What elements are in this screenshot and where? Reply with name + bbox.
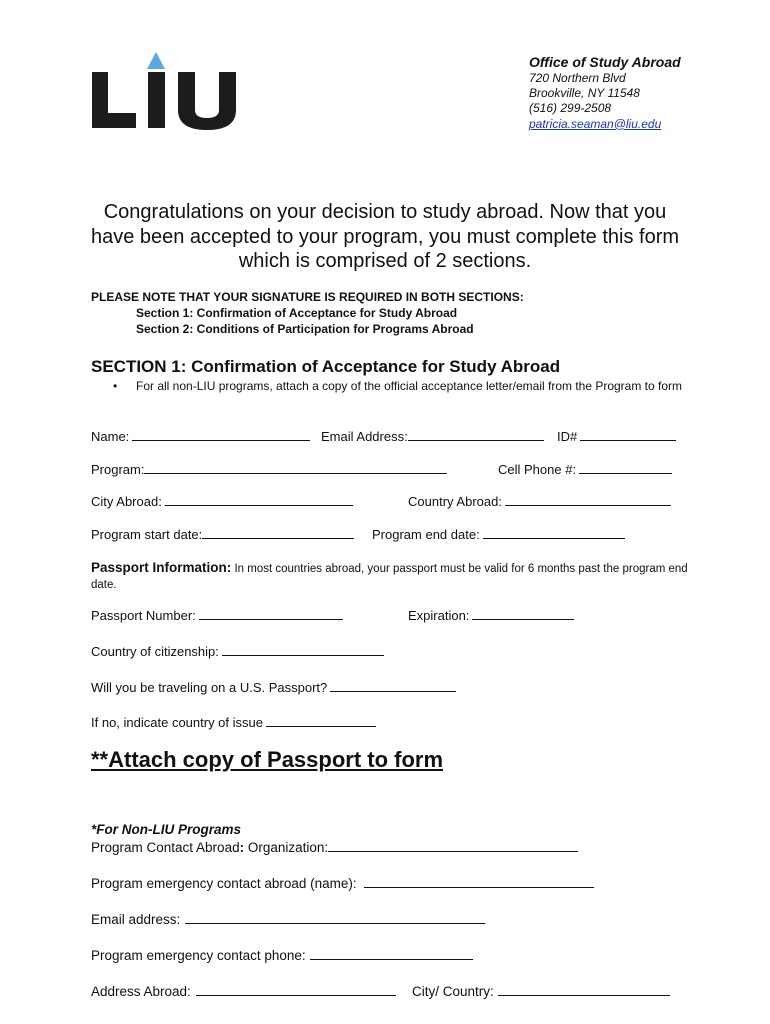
citizenship-field[interactable] [91, 643, 384, 660]
office-address-block [529, 53, 681, 132]
contact-abroad-label: Program Contact Abroad [91, 840, 240, 855]
address-abroad-field[interactable] [91, 983, 396, 1000]
organization-label: Organization: [244, 840, 329, 855]
liu-logo [92, 52, 244, 132]
end-date-line[interactable] [483, 526, 625, 539]
emergency-contact-name-label: Program emergency contact abroad (name): [91, 876, 357, 891]
office-title: Office of Study Abroad [529, 54, 681, 70]
logo-accent-triangle [147, 52, 165, 69]
program-label: Program: [91, 462, 145, 477]
id-line[interactable] [580, 428, 676, 441]
issue-country-label: If no, indicate country of issue [91, 715, 263, 730]
signature-note [91, 289, 524, 337]
emergency-contact-name-field[interactable] [91, 875, 594, 892]
bullet-dot: • [113, 379, 118, 393]
expiration-line[interactable] [472, 607, 574, 620]
emergency-contact-name-line[interactable] [364, 875, 594, 888]
cell-phone-line[interactable] [579, 461, 672, 474]
office-address-line2: Brookville, NY 11548 [529, 86, 640, 101]
country-abroad-field[interactable] [408, 493, 671, 510]
email-line[interactable] [408, 428, 544, 441]
emergency-contact-phone-field[interactable] [91, 947, 473, 964]
passport-number-label: Passport Number: [91, 608, 196, 623]
email-address-label: Email address: [91, 912, 181, 927]
cell-phone-field[interactable] [498, 461, 672, 478]
name-field[interactable] [91, 428, 310, 445]
contact-colon: : [239, 840, 245, 855]
name-line[interactable] [132, 428, 310, 441]
expiration-label: Expiration: [408, 608, 470, 623]
program-field[interactable] [91, 461, 447, 478]
end-date-label: Program end date: [372, 527, 480, 542]
name-label: Name: [91, 429, 130, 444]
expiration-field[interactable] [408, 607, 574, 624]
contact-organization-field[interactable] [91, 839, 578, 857]
cell-phone-label: Cell Phone #: [498, 462, 577, 477]
note-section2: Section 2: Conditions of Participation for Programs Abroad [136, 322, 474, 336]
us-passport-label: Will you be traveling on a U.S. Passport? [91, 680, 328, 695]
note-heading: PLEASE NOTE THAT YOUR SIGNATURE IS REQUIRED IN BOTH SECTIONS: [91, 290, 524, 304]
non-liu-section [91, 821, 578, 857]
email-address-line[interactable] [185, 911, 485, 924]
issue-country-field[interactable] [91, 714, 376, 731]
city-country-line[interactable] [498, 983, 670, 996]
program-line[interactable] [144, 461, 447, 474]
city-abroad-field[interactable] [91, 493, 353, 510]
end-date-field[interactable] [372, 526, 625, 543]
city-abroad-label: City Abroad: [91, 494, 162, 509]
start-date-field[interactable] [91, 526, 354, 543]
country-abroad-label: Country Abroad: [408, 494, 502, 509]
city-country-field[interactable] [412, 983, 670, 1000]
start-date-line[interactable] [202, 526, 354, 539]
country-abroad-line[interactable] [505, 493, 671, 506]
attach-passport-notice: **Attach copy of Passport to form [91, 747, 444, 772]
city-abroad-line[interactable] [165, 493, 353, 506]
email-address-field[interactable] [91, 911, 485, 928]
us-passport-field[interactable] [91, 679, 456, 696]
office-phone: (516) 299-2508 [529, 101, 612, 116]
passport-number-field[interactable] [91, 607, 343, 624]
passport-note: In most countries abroad, your passport must be valid for 6 months past the program end date. [91, 563, 688, 591]
start-date-label: Program start date: [91, 527, 203, 542]
passport-number-line[interactable] [199, 607, 343, 620]
us-passport-line[interactable] [330, 679, 456, 692]
emergency-contact-phone-label: Program emergency contact phone: [91, 948, 306, 963]
id-field[interactable] [557, 428, 676, 445]
address-abroad-label: Address Abroad: [91, 984, 191, 999]
passport-info [91, 560, 691, 593]
city-country-label: City/ Country: [412, 984, 494, 999]
email-field[interactable] [321, 428, 544, 445]
emergency-contact-phone-line[interactable] [310, 947, 473, 960]
passport-heading: Passport Information: [91, 560, 232, 575]
non-liu-heading: *For Non-LIU Programs [91, 822, 242, 837]
bullet-text: For all non-LIU programs, attach a copy of the official acceptance letter/email from the Program to form [136, 379, 683, 393]
section1-title: SECTION 1: Confirmation of Acceptance for Study Abroad [91, 357, 561, 376]
note-section1: Section 1: Confirmation of Acceptance for Study Abroad [136, 306, 458, 320]
citizenship-line[interactable] [222, 643, 384, 656]
id-label: ID# [557, 429, 578, 444]
address-abroad-line[interactable] [196, 983, 396, 996]
acceptance-letter-bullet [113, 378, 723, 394]
office-email-link[interactable]: patricia.seaman@liu.edu [529, 116, 662, 131]
citizenship-label: Country of citizenship: [91, 644, 219, 659]
issue-country-line[interactable] [266, 714, 376, 727]
office-address-line1: 720 Northern Blvd [529, 71, 626, 85]
email-label: Email Address: [321, 429, 408, 444]
intro-text: Congratulations on your decision to study abroad. Now that you have been accepted to your program, you must complete this form which is comprised of 2 sections. [90, 201, 680, 272]
organization-line[interactable] [328, 839, 578, 852]
